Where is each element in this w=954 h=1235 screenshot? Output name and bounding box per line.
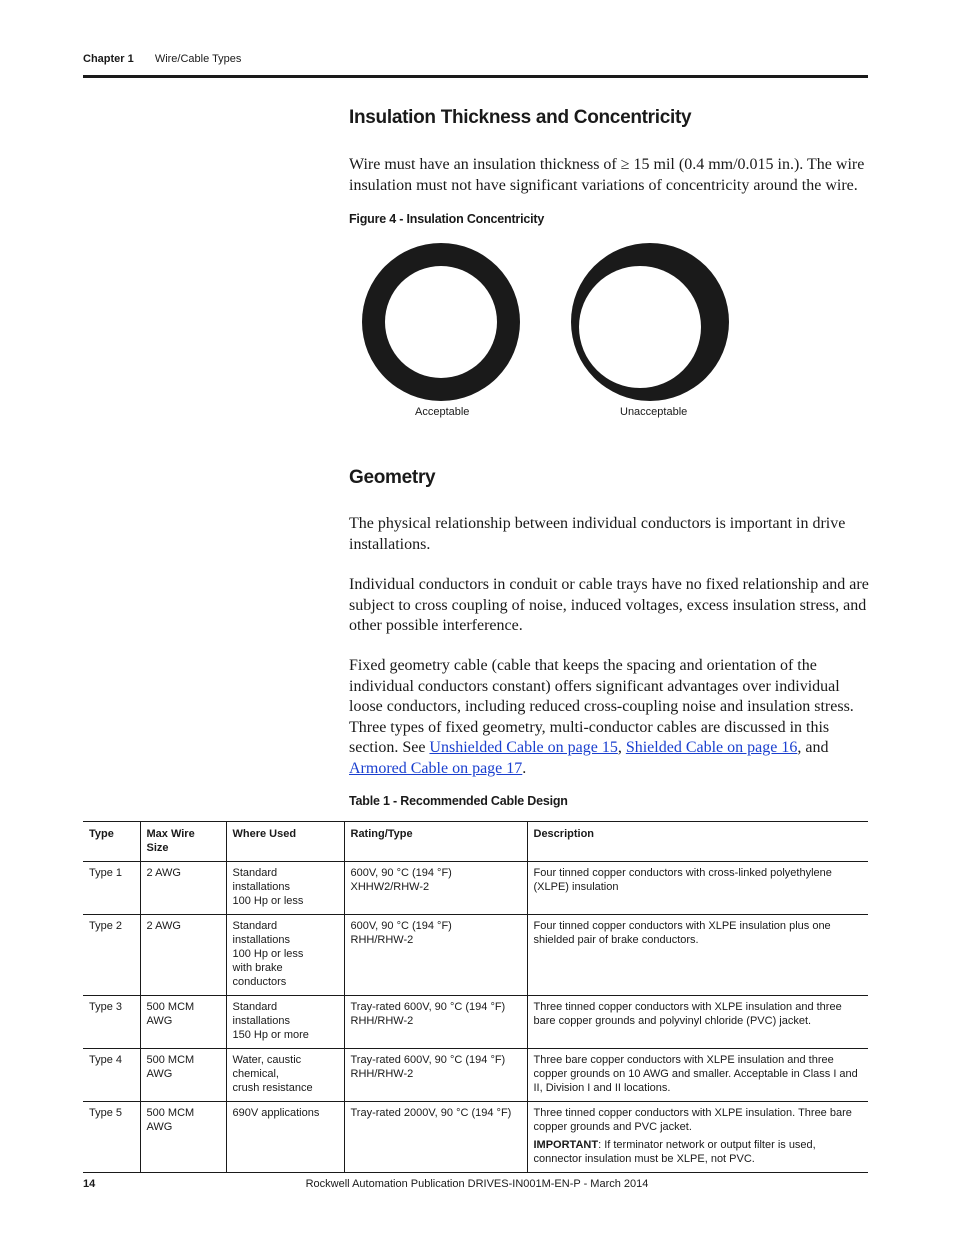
section-label: Wire/Cable Types <box>154 53 242 65</box>
column-header-description: Description <box>527 822 868 862</box>
table-row <box>83 1049 868 1102</box>
cell-line: RHH/RHW-2 <box>350 1015 414 1027</box>
geometry-paragraph-3-text: Fixed geometry cable (cable that keeps the spacing and orientation of the individual conductors constant) offers significant advantages over individual loose conductors, including reduced cross-coupling noise and insulation stress. Three types of fixed geometry, multi-conductor cables are discussed in this section. See <box>349 657 854 756</box>
cell-line: Standard installations <box>232 1001 290 1027</box>
concentricity-diagram <box>355 238 745 428</box>
description-cell: Three bare copper conductors with XLPE insulation and three copper grounds on 10 AWG and smaller. Acceptable in Class I and II, Division I and II locations. <box>527 1049 868 1102</box>
separator: , <box>617 739 626 756</box>
description-cell: Four tinned copper conductors with XLPE insulation plus one shielded pair of brake conductors. <box>527 915 868 996</box>
rating-cell <box>344 862 527 915</box>
rating-cell <box>344 915 527 996</box>
header-rule <box>83 75 868 78</box>
geometry-heading: Geometry <box>349 467 436 488</box>
table-row <box>83 1102 868 1173</box>
cell-line: Standard installations <box>232 920 290 946</box>
unshielded-cable-link[interactable]: Unshielded Cable on page 15 <box>429 739 618 756</box>
size-cell: 2 AWG <box>140 862 226 915</box>
size-cell: 2 AWG <box>140 915 226 996</box>
insulation-heading: Insulation Thickness and Concentricity <box>349 107 692 128</box>
geometry-paragraph-1: The physical relationship between individual conductors is important in drive installations. <box>349 515 846 553</box>
rating-cell <box>344 1049 527 1102</box>
unacceptable-wire-cross-section <box>571 243 729 401</box>
unacceptable-label: Unacceptable <box>620 406 688 418</box>
type-cell: Type 1 <box>83 862 140 915</box>
size-cell: 500 MCM AWG <box>140 1102 226 1173</box>
rating-cell <box>344 996 527 1049</box>
where-used-cell <box>226 915 344 996</box>
where-used-cell <box>226 1049 344 1102</box>
acceptable-label: Acceptable <box>415 406 470 418</box>
table-row <box>83 915 868 996</box>
size-cell: 500 MCM AWG <box>140 1049 226 1102</box>
armored-cable-link[interactable]: Armored Cable on page 17 <box>349 759 523 777</box>
description-cell: Four tinned copper conductors with cross-linked polyethylene (XLPE) insulation <box>527 862 868 915</box>
cell-line: with brake conductors <box>232 962 287 988</box>
table-header-row <box>83 822 868 862</box>
chapter-label: Chapter 1 <box>83 53 134 65</box>
table-caption: Table 1 - Recommended Cable Design <box>349 794 568 808</box>
running-header <box>83 53 241 65</box>
cell-line: Tray-rated 600V, 90 °C (194 °F) <box>350 1001 506 1013</box>
description-text: Three tinned copper conductors with XLPE insulation. Three bare copper grounds and PVC jacket. <box>533 1107 852 1133</box>
cell-line: XHHW2/RHW-2 <box>350 881 430 893</box>
recommended-cable-design-table <box>83 821 868 1173</box>
cell-line: Water, caustic chemical, <box>232 1054 302 1080</box>
where-used-cell <box>226 1102 344 1173</box>
insulation-concentricity-figure <box>355 238 745 428</box>
geometry-paragraph-2: Individual conductors in conduit or cable trays have no fixed relationship and are subject to cross coupling of noise, induced voltages, excess insulation stress, and other possible interference. <box>349 576 869 634</box>
type-cell: Type 3 <box>83 996 140 1049</box>
type-cell: Type 2 <box>83 915 140 996</box>
description-cell <box>527 1102 868 1173</box>
type-cell: Type 5 <box>83 1102 140 1173</box>
column-header-rating-type: Rating/Type <box>344 822 527 862</box>
table-row <box>83 996 868 1049</box>
cell-line: RHH/RHW-2 <box>350 934 414 946</box>
figure-caption: Figure 4 - Insulation Concentricity <box>349 212 545 226</box>
cell-line: Tray-rated 2000V, 90 °C (194 °F) <box>350 1107 512 1119</box>
where-used-cell <box>226 862 344 915</box>
cell-line: 150 Hp or more <box>232 1029 309 1041</box>
period: . <box>522 759 527 777</box>
page-number: 14 <box>83 1178 96 1190</box>
cell-line: crush resistance <box>232 1082 313 1094</box>
description-cell: Three tinned copper conductors with XLPE insulation and three bare copper grounds and polyvinyl chloride (PVC) jacket. <box>527 996 868 1049</box>
cell-line: Standard installations <box>232 867 290 893</box>
rating-cell <box>344 1102 527 1173</box>
important-text: : If terminator network or output filter is used, connector insulation must be XLPE, not PVC. <box>533 1139 816 1165</box>
cell-line: 100 Hp or less <box>232 895 304 907</box>
important-note <box>534 1138 863 1166</box>
cell-line: 600V, 90 °C (194 °F) <box>350 867 452 879</box>
cell-line: RHH/RHW-2 <box>350 1068 414 1080</box>
type-cell: Type 4 <box>83 1049 140 1102</box>
cell-line: Tray-rated 600V, 90 °C (194 °F) <box>350 1054 506 1066</box>
where-used-cell <box>226 996 344 1049</box>
geometry-paragraph-3 <box>349 656 869 779</box>
size-cell: 500 MCM AWG <box>140 996 226 1049</box>
important-label: IMPORTANT <box>533 1139 599 1151</box>
publication-footer: Rockwell Automation Publication DRIVES-IN001M-EN-P - March 2014 <box>305 1178 649 1190</box>
cell-line: 690V applications <box>232 1107 320 1119</box>
column-header-type: Type <box>83 822 140 862</box>
cell-line: 600V, 90 °C (194 °F) <box>350 920 452 932</box>
column-header-max-wire-size: Max Wire Size <box>140 822 226 862</box>
cell-line: 100 Hp or less <box>232 948 304 960</box>
acceptable-wire-cross-section <box>362 243 520 401</box>
insulation-paragraph: Wire must have an insulation thickness of ≥ 15 mil (0.4 mm/0.015 in.). The wire insulation must not have significant variations of concentricity around the wire. <box>349 156 865 194</box>
separator: , and <box>797 739 829 756</box>
column-header-where-used: Where Used <box>226 822 344 862</box>
shielded-cable-link[interactable]: Shielded Cable on page 16 <box>625 739 798 756</box>
table-row <box>83 862 868 915</box>
